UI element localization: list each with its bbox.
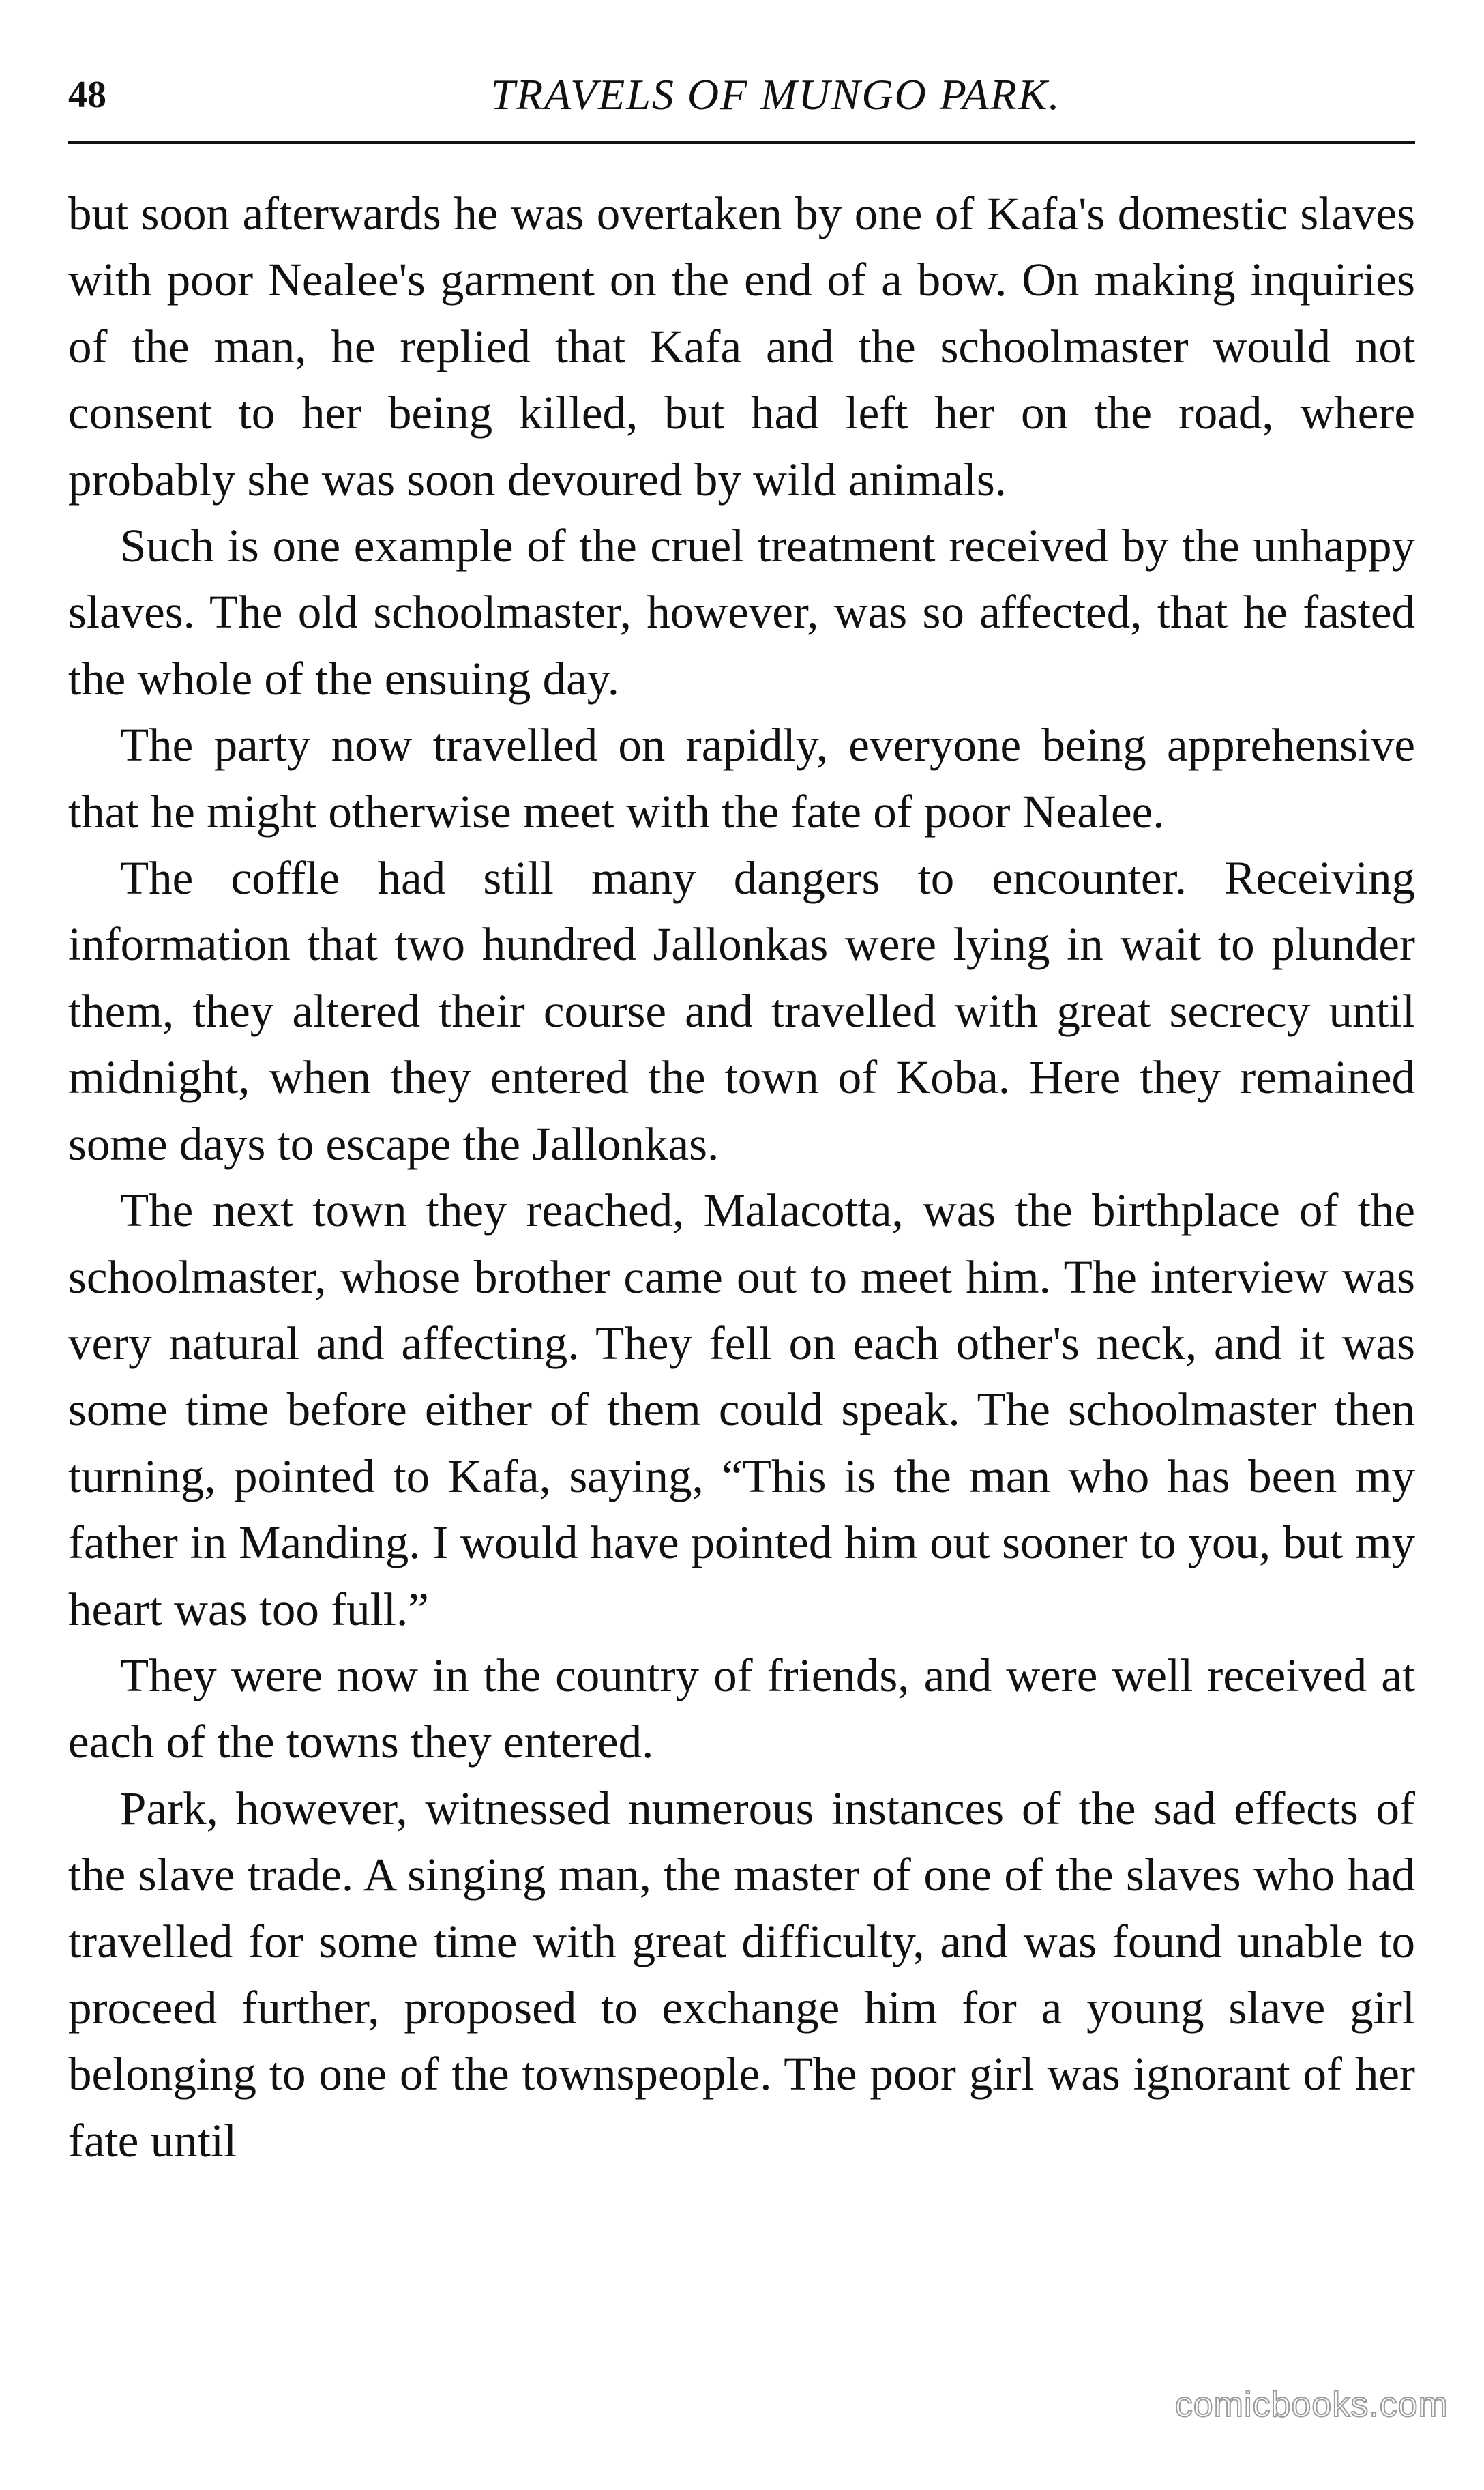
- paragraph-6: They were now in the country of friends, and were well received at each of the towns they entered.: [68, 1649, 1415, 1768]
- paragraph-5: The next town they reached, Malacotta, was the birthplace of the schoolmaster, whose brother came out to meet him. The interview was very natural and affecting. They fell on each other's neck, and it was some time before either of them could speak. The schoolmaster then turning, pointed to Kafa, saying, “This is the man who has been my father in Manding. I would have pointed him out sooner to you, but my heart was too full.”: [68, 1184, 1415, 1635]
- paragraph-7: Park, however, witnessed numerous instances of the sad effects of the slave trade. A singing man, the master of one of the slaves who had travelled for some time with great difficulty, and was found unable to proceed further, proposed to exchange him for a young slave girl belonging to one of the townspeople. The poor girl was ignorant of her fate until: [68, 1782, 1415, 2167]
- paragraph-4: The coffle had still many dangers to encounter. Receiving information that two hundred Jallonkas were lying in wait to plunder them, they altered their course and travelled with great secrecy until midnight, when they entered the town of Koba. Here they remained some days to escape the Jallonkas.: [68, 852, 1415, 1170]
- header-rule: [68, 141, 1415, 144]
- watermark: comicbooks.com: [1174, 2385, 1449, 2425]
- running-title: TRAVELS OF MUNGO PARK.: [490, 70, 1061, 119]
- running-head: [68, 58, 1415, 133]
- paragraph-1: but soon afterwards he was overtaken by one of Kafa's domestic slaves with poor Nealee's garment on the end of a bow. On making inquiries of the man, he replied that Kafa and the schoolmaster would not consent to her being killed, but had left her on the road, where probably she was soon devoured by wild animals.: [68, 188, 1415, 506]
- paragraph-3: The party now travelled on rapidly, everyone being apprehensive that he might otherwise meet with the fate of poor Nealee.: [68, 719, 1415, 838]
- paragraph-2: Such is one example of the cruel treatment received by the unhappy slaves. The old schoolmaster, however, was so affected, that he fasted the whole of the ensuing day.: [68, 520, 1415, 705]
- page-number: 48: [68, 74, 106, 116]
- body-text: [68, 181, 1415, 2174]
